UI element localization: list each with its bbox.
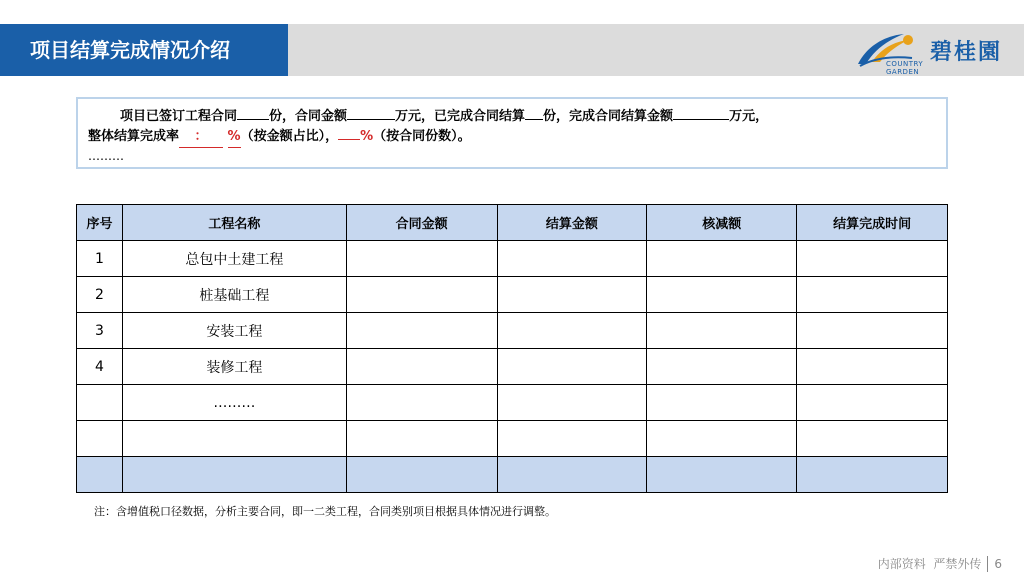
table-row — [77, 277, 948, 313]
header-settlement-amount: 结算金额 — [497, 205, 647, 241]
footer — [878, 555, 1002, 572]
row-index: 1 — [77, 241, 123, 277]
row-project-name: 总包中土建工程 — [122, 241, 346, 277]
cell — [797, 421, 948, 457]
blank-contract-count — [237, 105, 269, 120]
row-index: 2 — [77, 277, 123, 313]
table-row — [77, 385, 948, 421]
summary-text: 万元， — [729, 109, 769, 124]
row-index — [77, 421, 123, 457]
cell — [497, 277, 647, 313]
summary-box — [76, 97, 948, 169]
table-row — [77, 349, 948, 385]
summary-text: 项目已签订工程合同 — [120, 109, 238, 124]
cell — [497, 385, 647, 421]
cell — [497, 349, 647, 385]
percent-sign: % — [228, 127, 241, 148]
table-row — [77, 421, 948, 457]
table-row — [77, 457, 948, 493]
header-contract-amount: 合同金额 — [346, 205, 497, 241]
row-index: 3 — [77, 313, 123, 349]
row-project-name: 装修工程 — [122, 349, 346, 385]
cell — [647, 349, 797, 385]
cell — [346, 241, 497, 277]
summary-line-2 — [88, 127, 936, 148]
cell — [647, 313, 797, 349]
cell — [497, 241, 647, 277]
summary-text: 份，合同金额 — [269, 109, 348, 124]
cell — [647, 457, 797, 493]
summary-line-1 — [88, 105, 936, 127]
cell — [346, 313, 497, 349]
settlement-table — [76, 204, 948, 493]
row-index — [77, 385, 123, 421]
logo-subtext: COUNTRY GARDEN — [885, 60, 924, 76]
completion-rate-amount: ： — [179, 127, 223, 148]
table-row — [77, 241, 948, 277]
page-number: 6 — [994, 556, 1002, 571]
cell — [346, 385, 497, 421]
cell — [647, 421, 797, 457]
cell — [647, 241, 797, 277]
summary-text: 万元，已完成合同结算 — [395, 109, 526, 124]
row-project-name: 桩基础工程 — [122, 277, 346, 313]
footer-divider — [987, 556, 988, 572]
cell — [346, 457, 497, 493]
summary-ellipsis: ……… — [88, 149, 124, 163]
summary-text: （按金额占比）， — [240, 129, 339, 144]
footnote: 注：含增值税口径数据，分析主要合同，即一二类工程，合同类别项目根据具体情况进行调整。 — [94, 505, 556, 518]
cell — [797, 241, 948, 277]
summary-text: （按合同份数）。 — [373, 129, 471, 144]
company-logo — [852, 28, 1002, 76]
header-completion-time: 结算完成时间 — [797, 205, 948, 241]
cell — [497, 313, 647, 349]
header-reduction: 核减额 — [647, 205, 797, 241]
table-header-row — [77, 205, 948, 241]
cell — [797, 457, 948, 493]
cell — [797, 277, 948, 313]
cell — [497, 421, 647, 457]
row-index: 4 — [77, 349, 123, 385]
cell — [497, 457, 647, 493]
confidential-label: 内部资料 严禁外传 — [877, 557, 982, 571]
logo-text: 碧桂園 — [929, 39, 1002, 65]
percent-sign: % — [360, 129, 374, 144]
cell — [346, 421, 497, 457]
logo-icon — [852, 28, 924, 76]
summary-text: 份，完成合同结算金额 — [543, 109, 674, 124]
blank-settled-amount — [673, 105, 729, 120]
cell — [346, 349, 497, 385]
cell — [797, 349, 948, 385]
blank-contract-amount — [347, 105, 395, 120]
blank-settled-count — [525, 105, 543, 120]
cell — [797, 313, 948, 349]
cell — [647, 277, 797, 313]
cell — [797, 385, 948, 421]
cell — [647, 385, 797, 421]
blank-completion-rate-count — [338, 139, 360, 140]
page-title: 项目结算完成情况介绍 — [0, 24, 288, 76]
table-row — [77, 313, 948, 349]
row-index — [77, 457, 123, 493]
cell — [346, 277, 497, 313]
header-project-name: 工程名称 — [122, 205, 346, 241]
row-project-name — [122, 457, 346, 493]
header-index: 序号 — [77, 205, 123, 241]
row-project-name: ……… — [122, 385, 346, 421]
row-project-name: 安装工程 — [122, 313, 346, 349]
row-project-name — [122, 421, 346, 457]
summary-text: 整体结算完成率 — [88, 129, 180, 144]
